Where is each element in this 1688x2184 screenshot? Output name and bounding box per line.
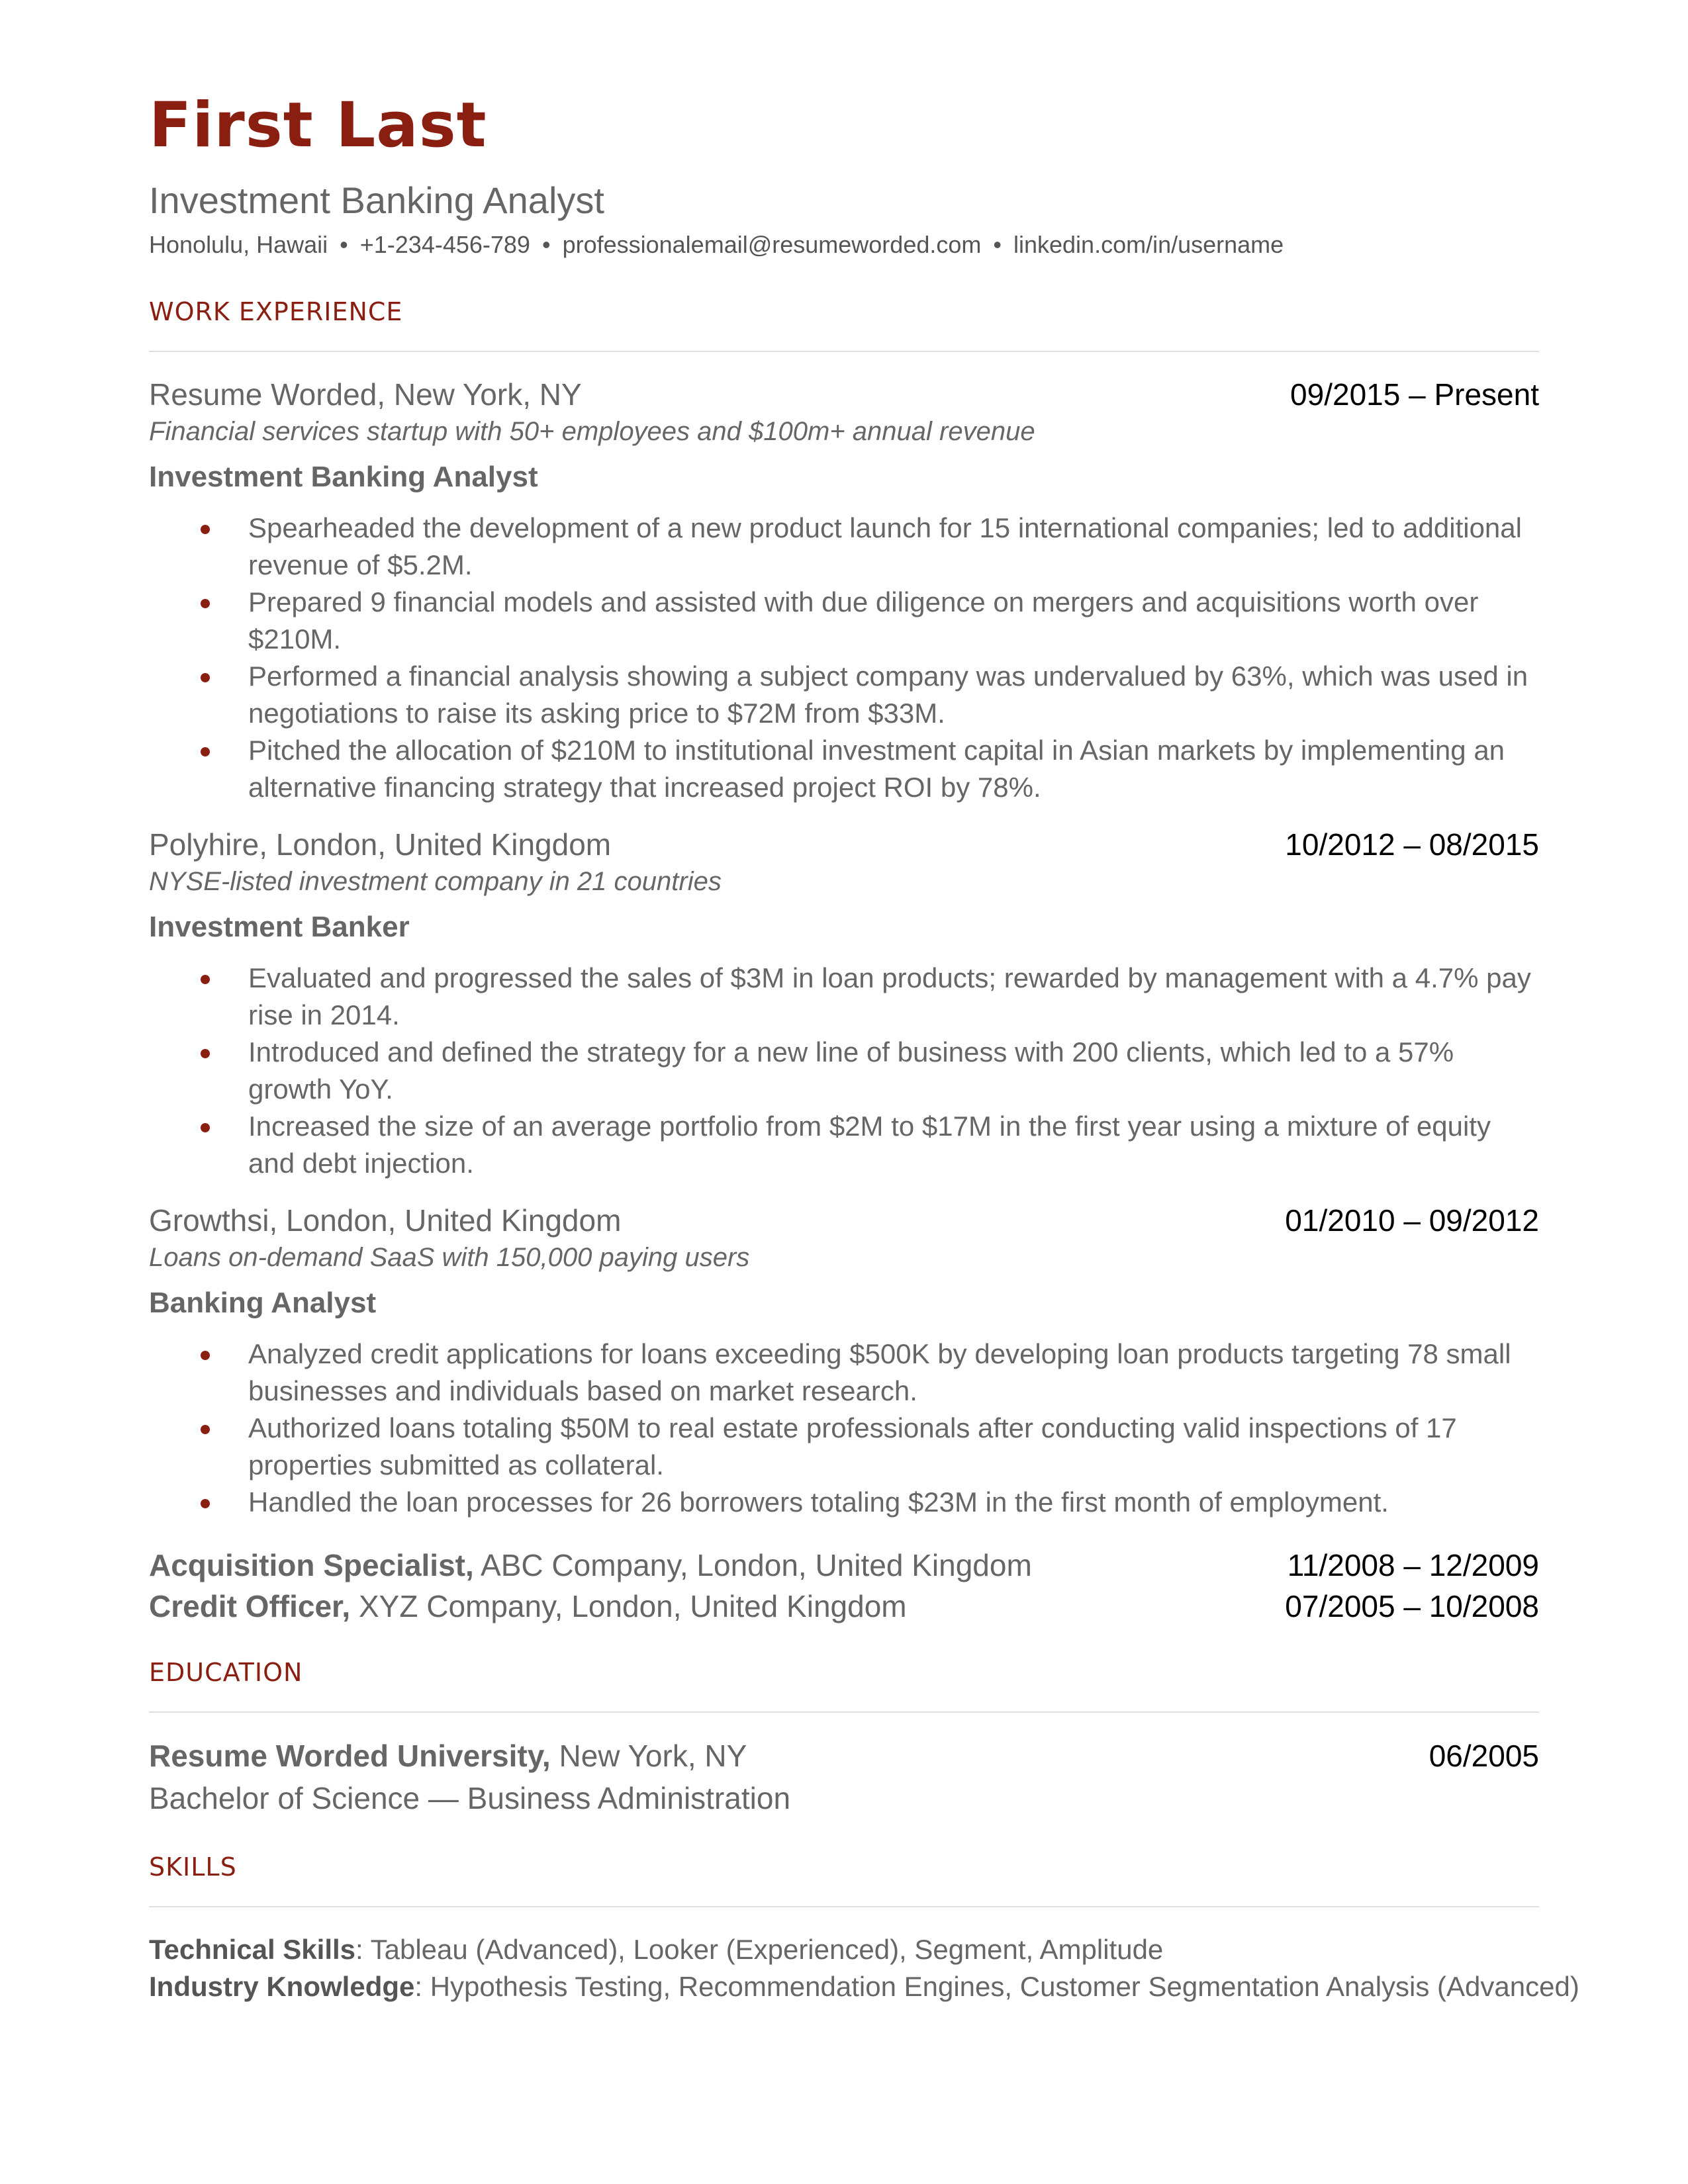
bullet-text: Evaluated and progressed the sales of $3M in loan products; rewarded by management with a 4.7% pay rise in 2014. — [248, 962, 1531, 1030]
earlier-position-role: Acquisition Specialist, — [149, 1548, 474, 1582]
candidate-name: First Last — [149, 89, 487, 161]
earlier-position-company: XYZ Company, London, United Kingdom — [350, 1589, 907, 1623]
job-bullets — [149, 510, 1539, 806]
company-tagline: NYSE-listed investment company in 21 countries — [149, 867, 722, 896]
resume-content — [149, 86, 1579, 2005]
contact-linkedin[interactable]: linkedin.com/in/username — [1013, 231, 1284, 258]
job-header — [149, 1201, 1539, 1240]
earlier-position-row — [149, 1545, 1539, 1586]
skill-value: : Hypothesis Testing, Recommendation Engines, Customer Segmentation Analysis (Advanced) — [414, 1971, 1579, 2002]
contact-phone: +1-234-456-789 — [359, 231, 530, 258]
earlier-position — [149, 1545, 1032, 1586]
bullet-dot-icon — [201, 525, 210, 534]
job-role: Banking Analyst — [149, 1287, 377, 1319]
bullet-dot-icon — [201, 599, 210, 608]
job-role: Investment Banker — [149, 911, 410, 943]
education-date: 06/2005 — [1429, 1739, 1539, 1773]
job-entry — [149, 1201, 1539, 1521]
bullet-dot-icon — [201, 1049, 210, 1058]
section-divider — [149, 1711, 1539, 1713]
bullet-dot-icon — [201, 1499, 210, 1508]
company-tagline: Financial services startup with 50+ employees and $100m+ annual revenue — [149, 417, 1035, 446]
bullet-text: Increased the size of an average portfolio from $2M to $17M in the first year using a mixture of equity and debt injection. — [248, 1111, 1491, 1179]
candidate-title: Investment Banking Analyst — [149, 179, 604, 221]
skill-label: Technical Skills — [149, 1934, 356, 1965]
skill-label: Industry Knowledge — [149, 1971, 415, 2002]
skills-list — [149, 1931, 1579, 2005]
job-dates: 10/2012 – 08/2015 — [1285, 827, 1539, 862]
bullet-text: Analyzed credit applications for loans exceeding $500K by developing loan products targeting 78 small businesses and individuals based on market research. — [248, 1338, 1511, 1406]
bullet-item — [149, 732, 1539, 806]
skill-value: : Tableau (Advanced), Looker (Experienced), Segment, Amplitude — [355, 1934, 1164, 1965]
job-header — [149, 375, 1539, 414]
contact-separator: • — [993, 231, 1002, 258]
bullet-item — [149, 1108, 1539, 1182]
school-name: Resume Worded University, — [149, 1739, 551, 1773]
bullet-text: Spearheaded the development of a new product launch for 15 international companies; led to additional revenue of $5.2M. — [248, 512, 1522, 580]
bullet-dot-icon — [201, 1123, 210, 1132]
skill-row — [149, 1968, 1579, 2005]
job-entry — [149, 375, 1539, 806]
skills-heading: SKILLS — [149, 1852, 237, 1882]
job-company: Resume Worded, New York, NY — [149, 377, 582, 412]
bullet-text: Authorized loans totaling $50M to real estate professionals after conducting valid inspections of 17 properties submitted as collateral. — [248, 1412, 1457, 1480]
education-school — [149, 1735, 747, 1776]
job-bullets — [149, 960, 1539, 1182]
bullet-dot-icon — [201, 975, 210, 984]
work-heading: WORK EXPERIENCE — [149, 297, 403, 326]
bullet-item — [149, 658, 1539, 732]
bullet-item — [149, 1034, 1539, 1108]
earlier-positions — [149, 1545, 1539, 1627]
bullet-text: Handled the loan processes for 26 borrowers totaling $23M in the first month of employment. — [248, 1486, 1389, 1518]
school-location: New York, NY — [550, 1739, 747, 1773]
bullet-text: Pitched the allocation of $210M to institutional investment capital in Asian markets by implementing an alternative financing strategy that increased project ROI by 78%. — [248, 735, 1505, 803]
bullet-item — [149, 510, 1539, 584]
work-section — [149, 295, 1539, 1627]
skills-section — [149, 1850, 1579, 2005]
education-heading: EDUCATION — [149, 1658, 303, 1687]
job-entry — [149, 825, 1539, 1182]
contact-location: Honolulu, Hawaii — [149, 231, 328, 258]
contact-separator: • — [541, 231, 551, 258]
bullet-item — [149, 960, 1539, 1034]
bullet-item — [149, 1336, 1539, 1410]
earlier-position — [149, 1586, 907, 1627]
bullet-dot-icon — [201, 673, 210, 682]
job-dates: 01/2010 – 09/2012 — [1285, 1203, 1539, 1238]
section-divider — [149, 351, 1539, 352]
earlier-position-dates: 11/2008 – 12/2009 — [1287, 1548, 1539, 1582]
section-divider — [149, 1906, 1539, 1907]
bullet-item — [149, 1410, 1539, 1484]
education-degree: Bachelor of Science — Business Administration — [149, 1781, 791, 1815]
education-row — [149, 1735, 1539, 1776]
bullet-text: Introduced and defined the strategy for a new line of business with 200 clients, which led to a 57% growth YoY. — [248, 1036, 1454, 1105]
job-role: Investment Banking Analyst — [149, 461, 538, 493]
earlier-position-company: ABC Company, London, United Kingdom — [473, 1548, 1032, 1582]
earlier-position-row — [149, 1586, 1539, 1627]
job-bullets — [149, 1336, 1539, 1521]
bullet-text: Prepared 9 financial models and assisted with due diligence on mergers and acquisitions worth over $210M. — [248, 586, 1479, 655]
bullet-dot-icon — [201, 1425, 210, 1434]
skill-row — [149, 1931, 1539, 1968]
company-tagline: Loans on-demand SaaS with 150,000 paying users — [149, 1243, 750, 1272]
bullet-text: Performed a financial analysis showing a subject company was undervalued by 63%, which was used in negotiations to raise its asking price to $72M from $33M. — [248, 660, 1528, 729]
earlier-position-role: Credit Officer, — [149, 1589, 351, 1623]
job-header — [149, 825, 1539, 864]
education-section — [149, 1656, 1539, 1819]
bullet-item — [149, 584, 1539, 658]
bullet-item — [149, 1484, 1539, 1521]
contact-line — [149, 229, 1539, 261]
earlier-position-dates: 07/2005 – 10/2008 — [1285, 1589, 1539, 1623]
job-dates: 09/2015 – Present — [1290, 377, 1539, 412]
job-company: Polyhire, London, United Kingdom — [149, 827, 612, 862]
bullet-dot-icon — [201, 747, 210, 756]
contact-email[interactable]: professionalemail@resumeworded.com — [562, 231, 982, 258]
job-company: Growthsi, London, United Kingdom — [149, 1203, 622, 1238]
contact-separator: • — [340, 231, 348, 258]
bullet-dot-icon — [201, 1351, 210, 1360]
